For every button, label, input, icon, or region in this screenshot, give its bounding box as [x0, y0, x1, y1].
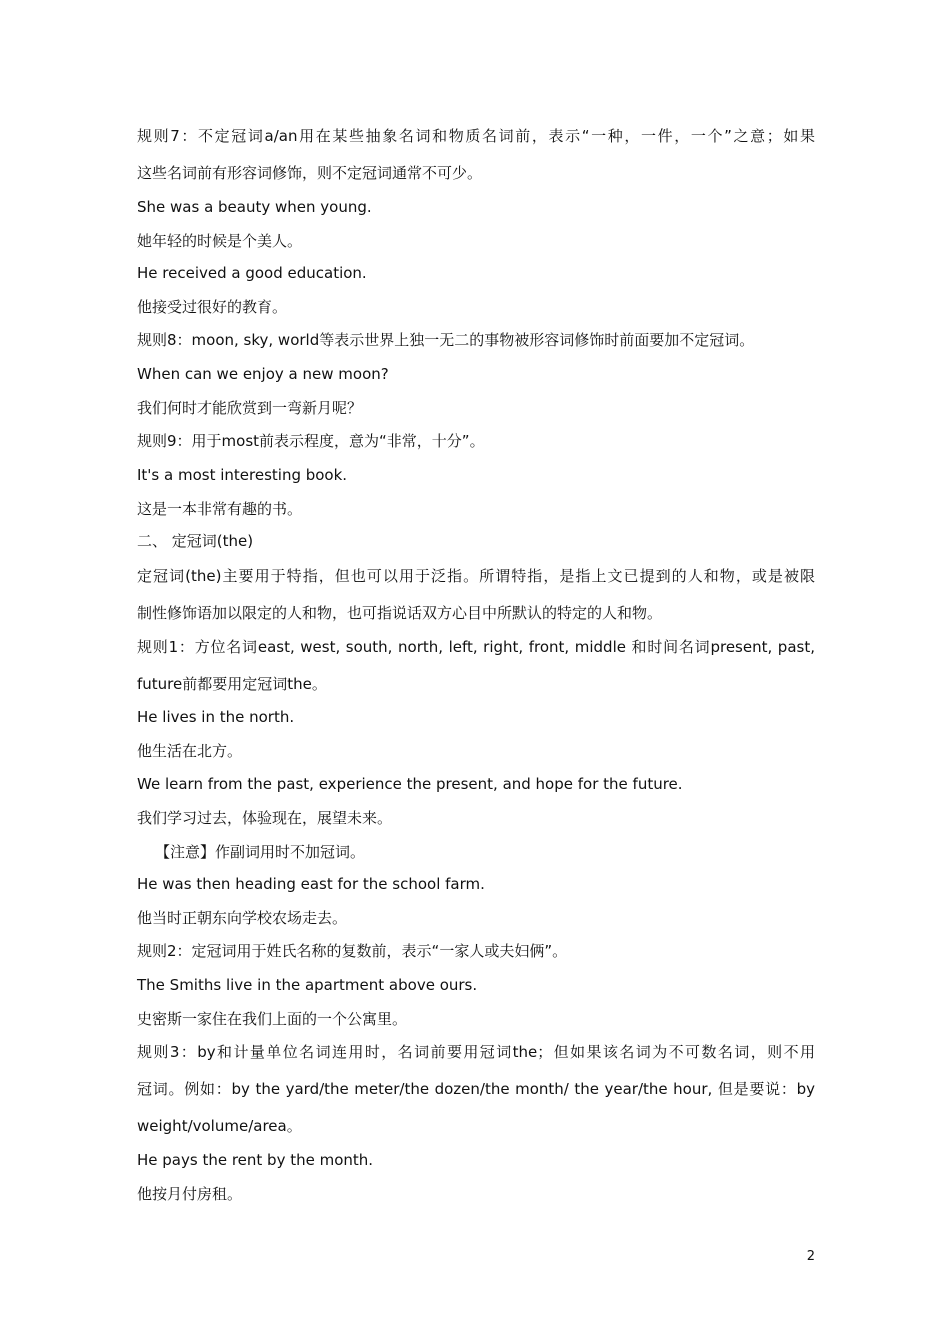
- text-line: 定冠词(the)主要用于特指，但也可以用于泛指。所谓特指，是指上文已提到的人和物，或是被限: [137, 567, 815, 585]
- text-line: 规则2：定冠词用于姓氏名称的复数前，表示“一家人或夫妇俩”。: [137, 942, 568, 960]
- text-line: 他按月付房租。: [137, 1185, 243, 1203]
- text-line: 他当时正朝东向学校农场走去。: [137, 909, 348, 927]
- text-line: 我们学习过去，体验现在，展望未来。: [137, 809, 393, 827]
- section-heading: 二、 定冠词(the): [137, 532, 254, 550]
- text-line: 规则7：不定冠词a/an用在某些抽象名词和物质名词前，表示“一种，一件，一个”之意；如果: [137, 127, 815, 145]
- note-line: 【注意】作副词用时不加冠词。: [155, 843, 366, 861]
- text-line: He pays the rent by the month.: [137, 1151, 374, 1169]
- text-line: 他接受过很好的教育。: [137, 298, 288, 316]
- text-line: 规则9：用于most前表示程度，意为“非常，十分”。: [137, 432, 485, 450]
- text-line: He received a good education.: [137, 264, 367, 282]
- text-line: We learn from the past, experience the present, and hope for the future.: [137, 775, 683, 793]
- page-number: 2: [806, 1249, 815, 1264]
- text-line: 这是一本非常有趣的书。: [137, 500, 303, 518]
- text-line: weight/volume/area。: [137, 1117, 302, 1135]
- text-line: It's a most interesting book.: [137, 466, 348, 484]
- text-line: He lives in the north.: [137, 708, 295, 726]
- text-line: 制性修饰语加以限定的人和物，也可指说话双方心目中所默认的特定的人和物。: [137, 604, 663, 622]
- text-line: When can we enjoy a new moon?: [137, 365, 389, 383]
- text-line: 史密斯一家住在我们上面的一个公寓里。: [137, 1010, 408, 1028]
- text-line: 冠词。例如：by the yard/the meter/the dozen/the month/ the year/the hour, 但是要说：by: [137, 1080, 815, 1098]
- text-line: He was then heading east for the school farm.: [137, 875, 485, 893]
- text-line: 我们何时才能欣赏到一弯新月呢？: [137, 399, 363, 417]
- text-line: 他生活在北方。: [137, 742, 243, 760]
- text-line: The Smiths live in the apartment above ours.: [137, 976, 478, 994]
- text-line: 规则3：by和计量单位名词连用时，名词前要用冠词the；但如果该名词为不可数名词，则不用: [137, 1043, 815, 1061]
- text-line: 她年轻的时候是个美人。: [137, 232, 303, 250]
- text-line: She was a beauty when young.: [137, 198, 372, 216]
- text-line: 规则1：方位名词east, west, south, north, left, right, front, middle 和时间名词present, past,: [137, 638, 815, 656]
- text-line: 规则8：moon, sky, world等表示世界上独一无二的事物被形容词修饰时前面要加不定冠词。: [137, 331, 755, 349]
- text-line: future前都要用定冠词the。: [137, 675, 327, 693]
- text-line: 这些名词前有形容词修饰，则不定冠词通常不可少。: [137, 164, 483, 182]
